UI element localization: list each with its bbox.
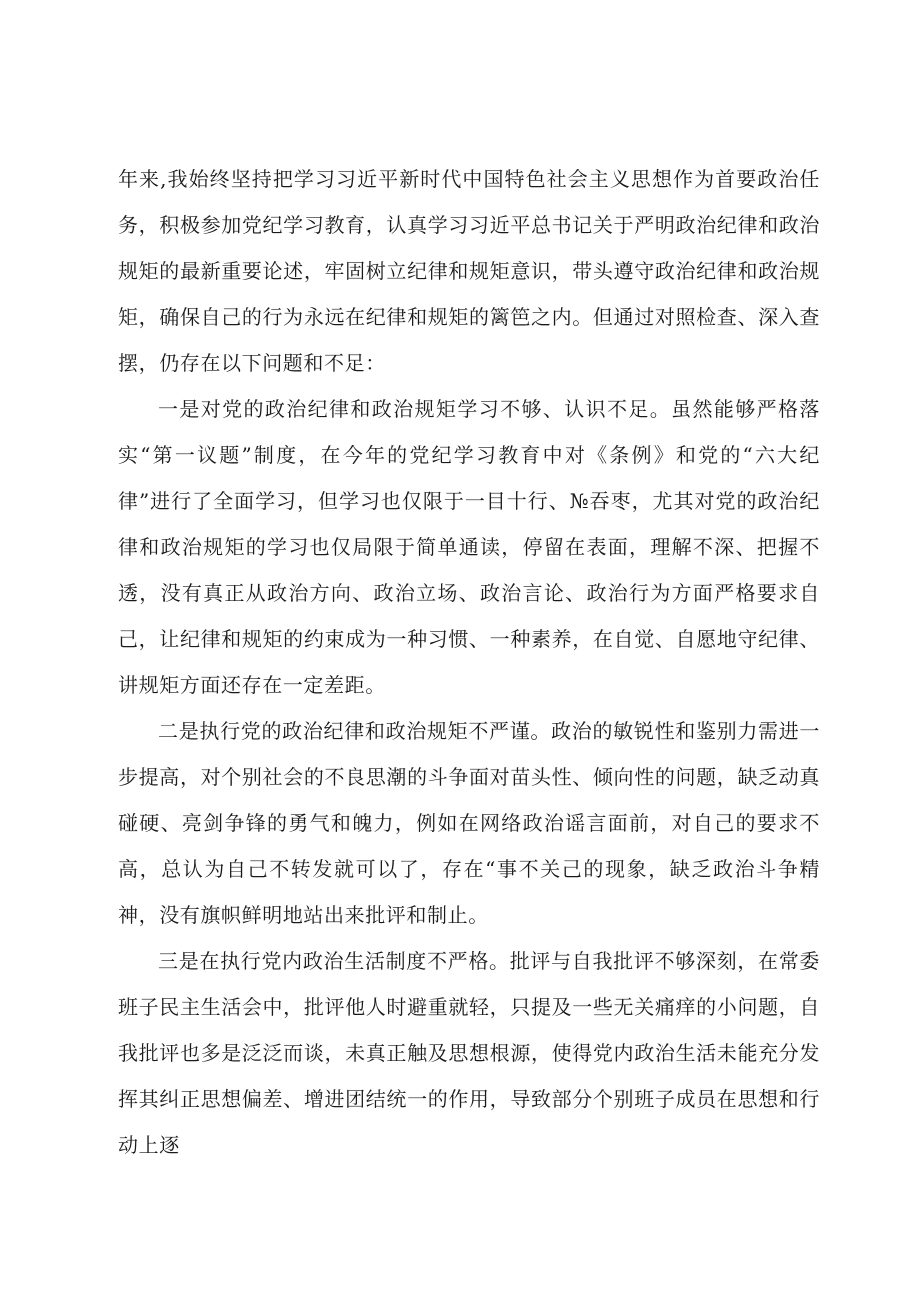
paragraph-issue-two: 二是执行党的政治纪律和政治规矩不严谨。政治的敏锐性和鉴别力需进一步提高，对个别社会的不良思潮的斗争面对苗头性、倾向性的问题，缺乏动真碰硬、亮剑争锋的勇气和魄力，例如在网络政治谣言面前，对自己的要求不高，总认为自己不转发就可以了，存在“事不关己的现象，缺乏政治斗争精神，没有旗帜鲜明地站出来批评和制止。 [118,719,820,927]
paragraph-issue-three: 三是在执行党内政治生活制度不严格。批评与自我批评不够深刻，在常委班子民主生活会中，批评他人时避重就轻，只提及一些无关痛痒的小问题，自我批评也多是泛泛而谈，未真正触及思想根源，使得党内政治生活未能充分发挥其纠正思想偏差、增进团结统一的作用，导致部分个别班子成员在思想和行动上逐 [118,949,820,1157]
document-body [118,156,820,1168]
paragraph-issue-one: 一是对党的政治纪律和政治规矩学习不够、认识不足。虽然能够严格落实“第一议题”制度，在今年的党纪学习教育中对《条例》和党的“六大纪律”进行了全面学习，但学习也仅限于一目十行、№吞枣，尤其对党的政治纪律和政治规矩的学习也仅局限于简单通读，停留在表面，理解不深、把握不透，没有真正从政治方向、政治立场、政治言论、政治行为方面严格要求自己，让纪律和规矩的约束成为一种习惯、一种素养，在自觉、自愿地守纪律、讲规矩方面还存在一定差距。 [118,397,820,697]
paragraph-intro: 年来,我始终坚持把学习习近平新时代中国特色社会主义思想作为首要政治任务，积极参加党纪学习教育，认真学习习近平总书记关于严明政治纪律和政治规矩的最新重要论述，牢固树立纪律和规矩意识，带头遵守政治纪律和政治规矩，确保自己的行为永远在纪律和规矩的篱笆之内。但通过对照检查、深入查摆，仍存在以下问题和不足： [118,167,820,375]
